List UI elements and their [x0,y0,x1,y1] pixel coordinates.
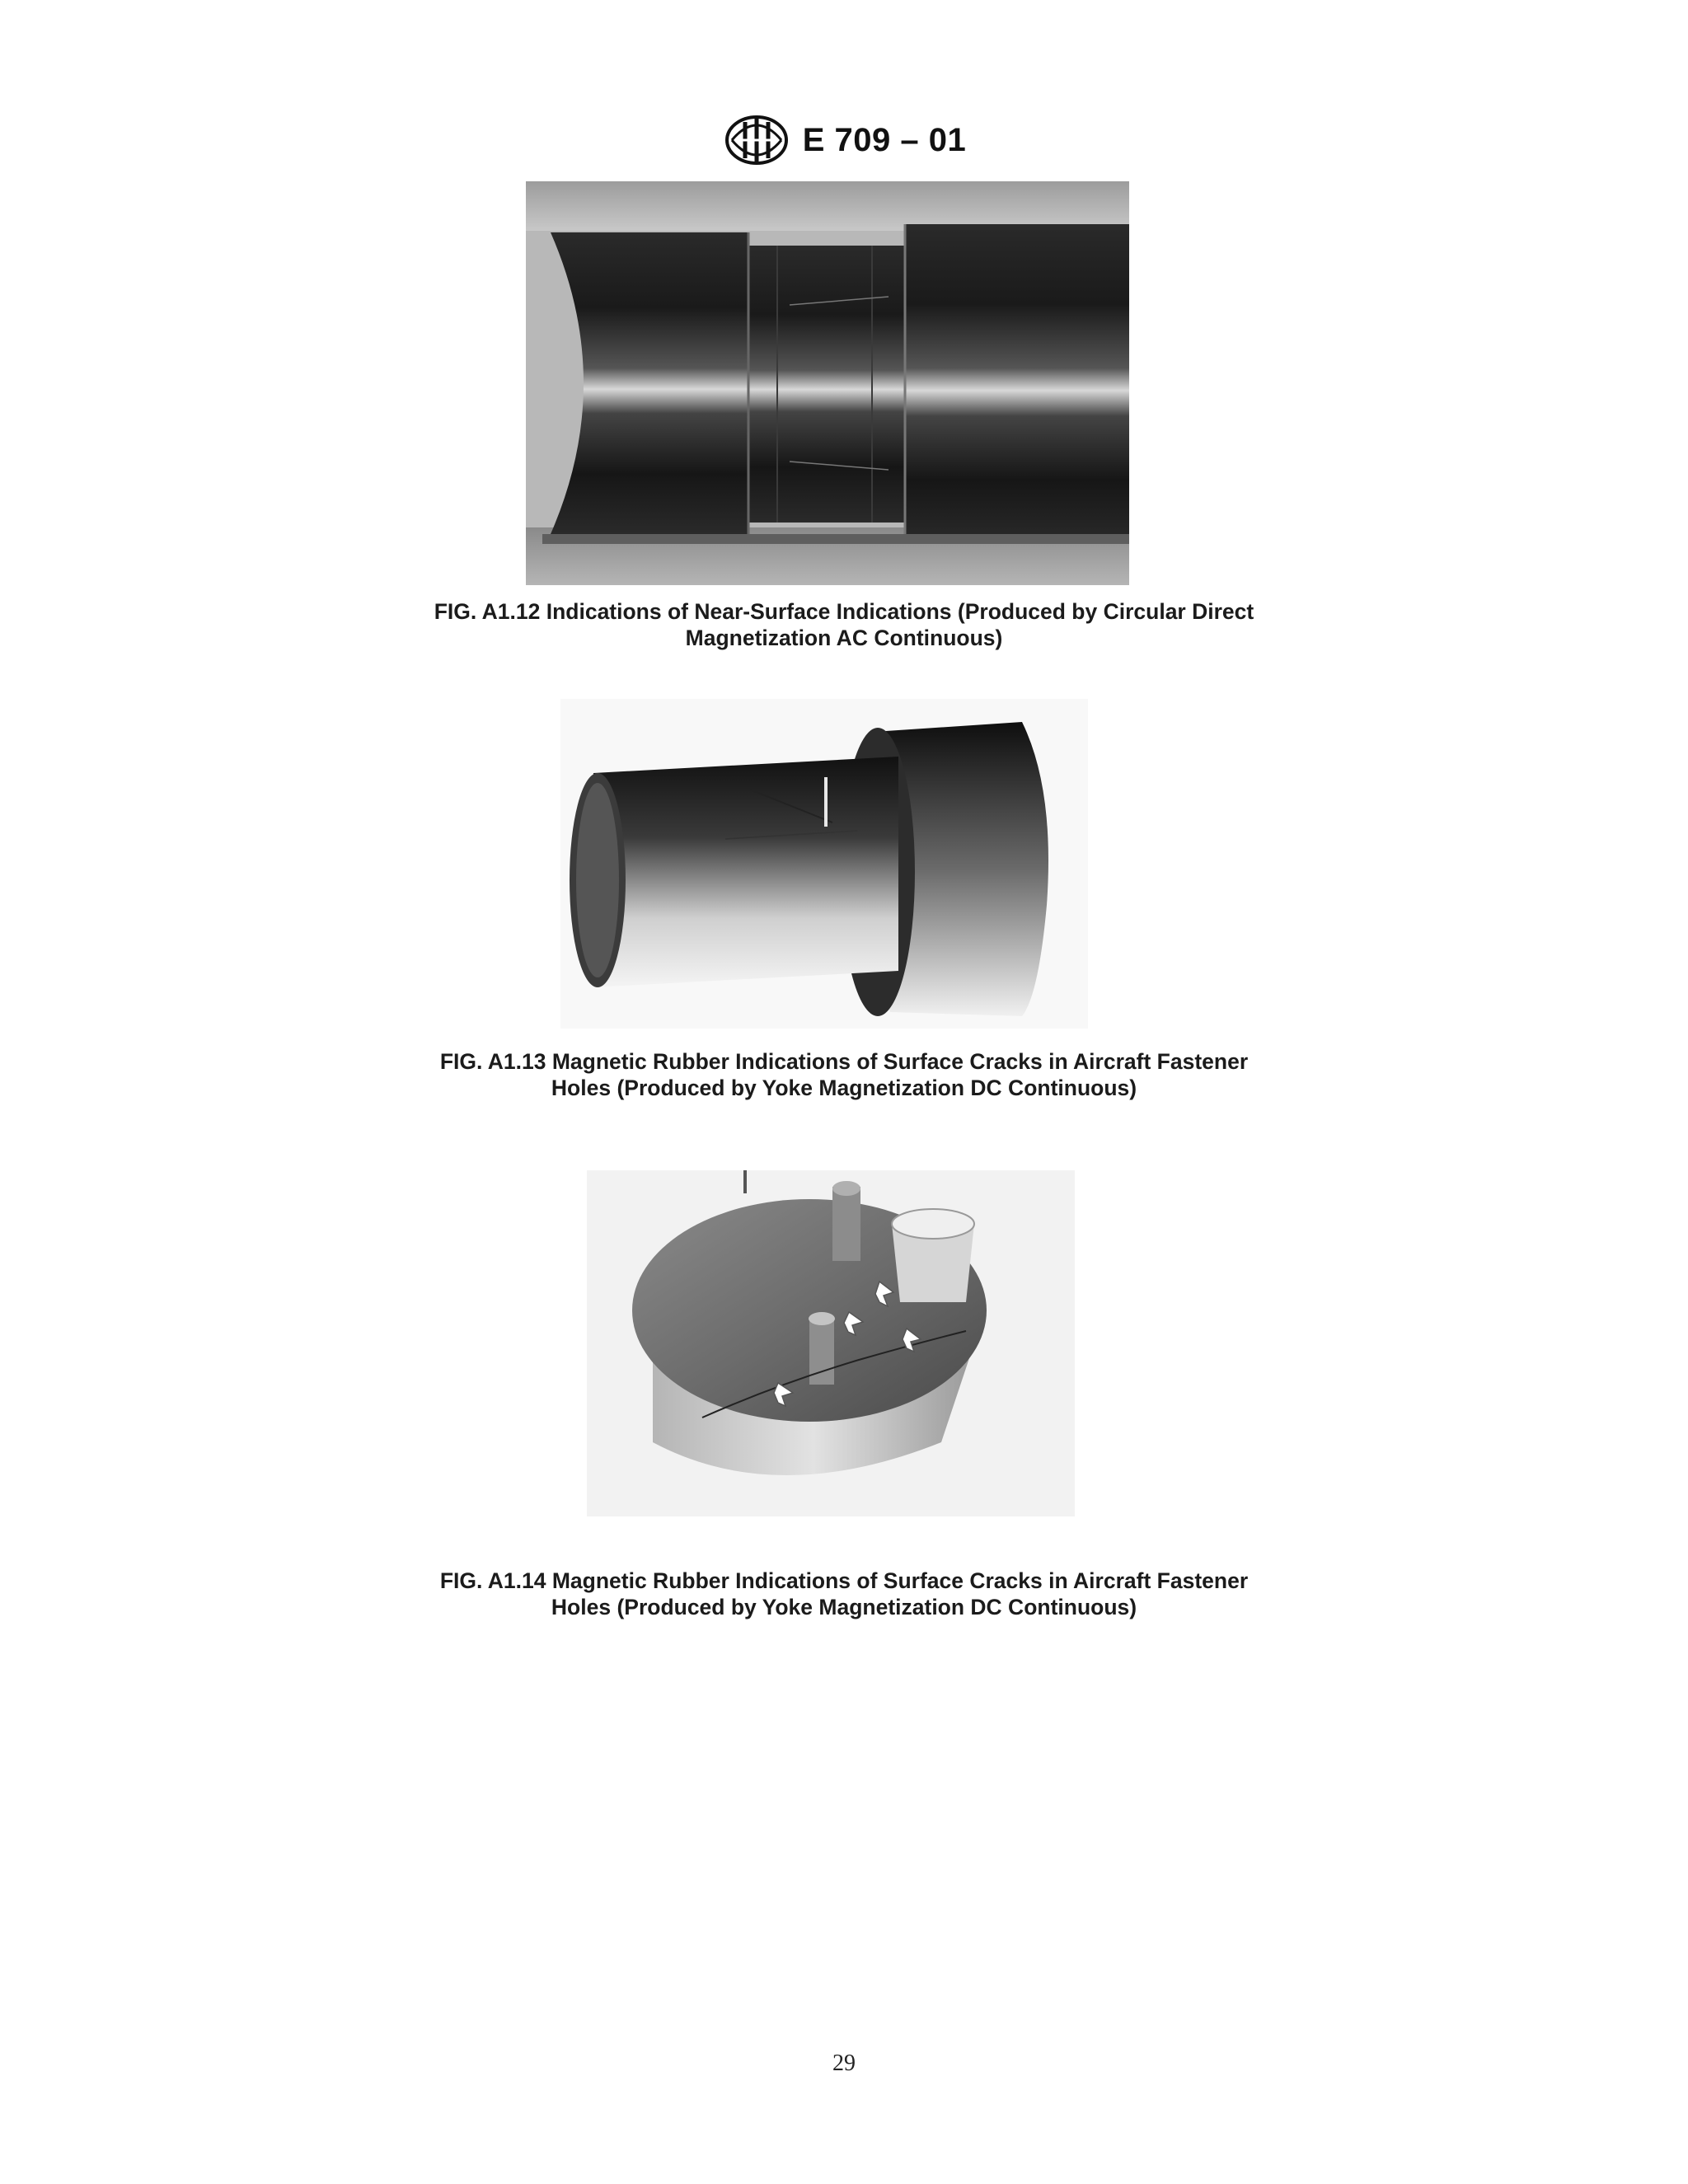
page-number: 29 [832,2050,856,2076]
astm-logo-icon [722,114,791,166]
figure-a1-12-caption: FIG. A1.12 Indications of Near-Surface Indications (Produced by Circular Direct Magnetization AC Continuous) [434,599,1254,650]
figure-a1-13-caption: FIG. A1.13 Magnetic Rubber Indications of Surface Cracks in Aircraft Fastener Holes (Produced by Yoke Magnetization DC Continuous) [439,1049,1249,1100]
figure-a1-12-image [526,181,1129,585]
document-designation: E 709 – 01 [802,121,967,158]
figure-a1-13-image [560,699,1088,1029]
figure-a1-14-caption: FIG. A1.14 Magnetic Rubber Indications of Surface Cracks in Aircraft Fastener Holes (Produced by Yoke Magnetization DC Continuous) [439,1568,1249,1619]
page-header [0,107,1688,173]
figure-a1-14-image [587,1170,1075,1516]
